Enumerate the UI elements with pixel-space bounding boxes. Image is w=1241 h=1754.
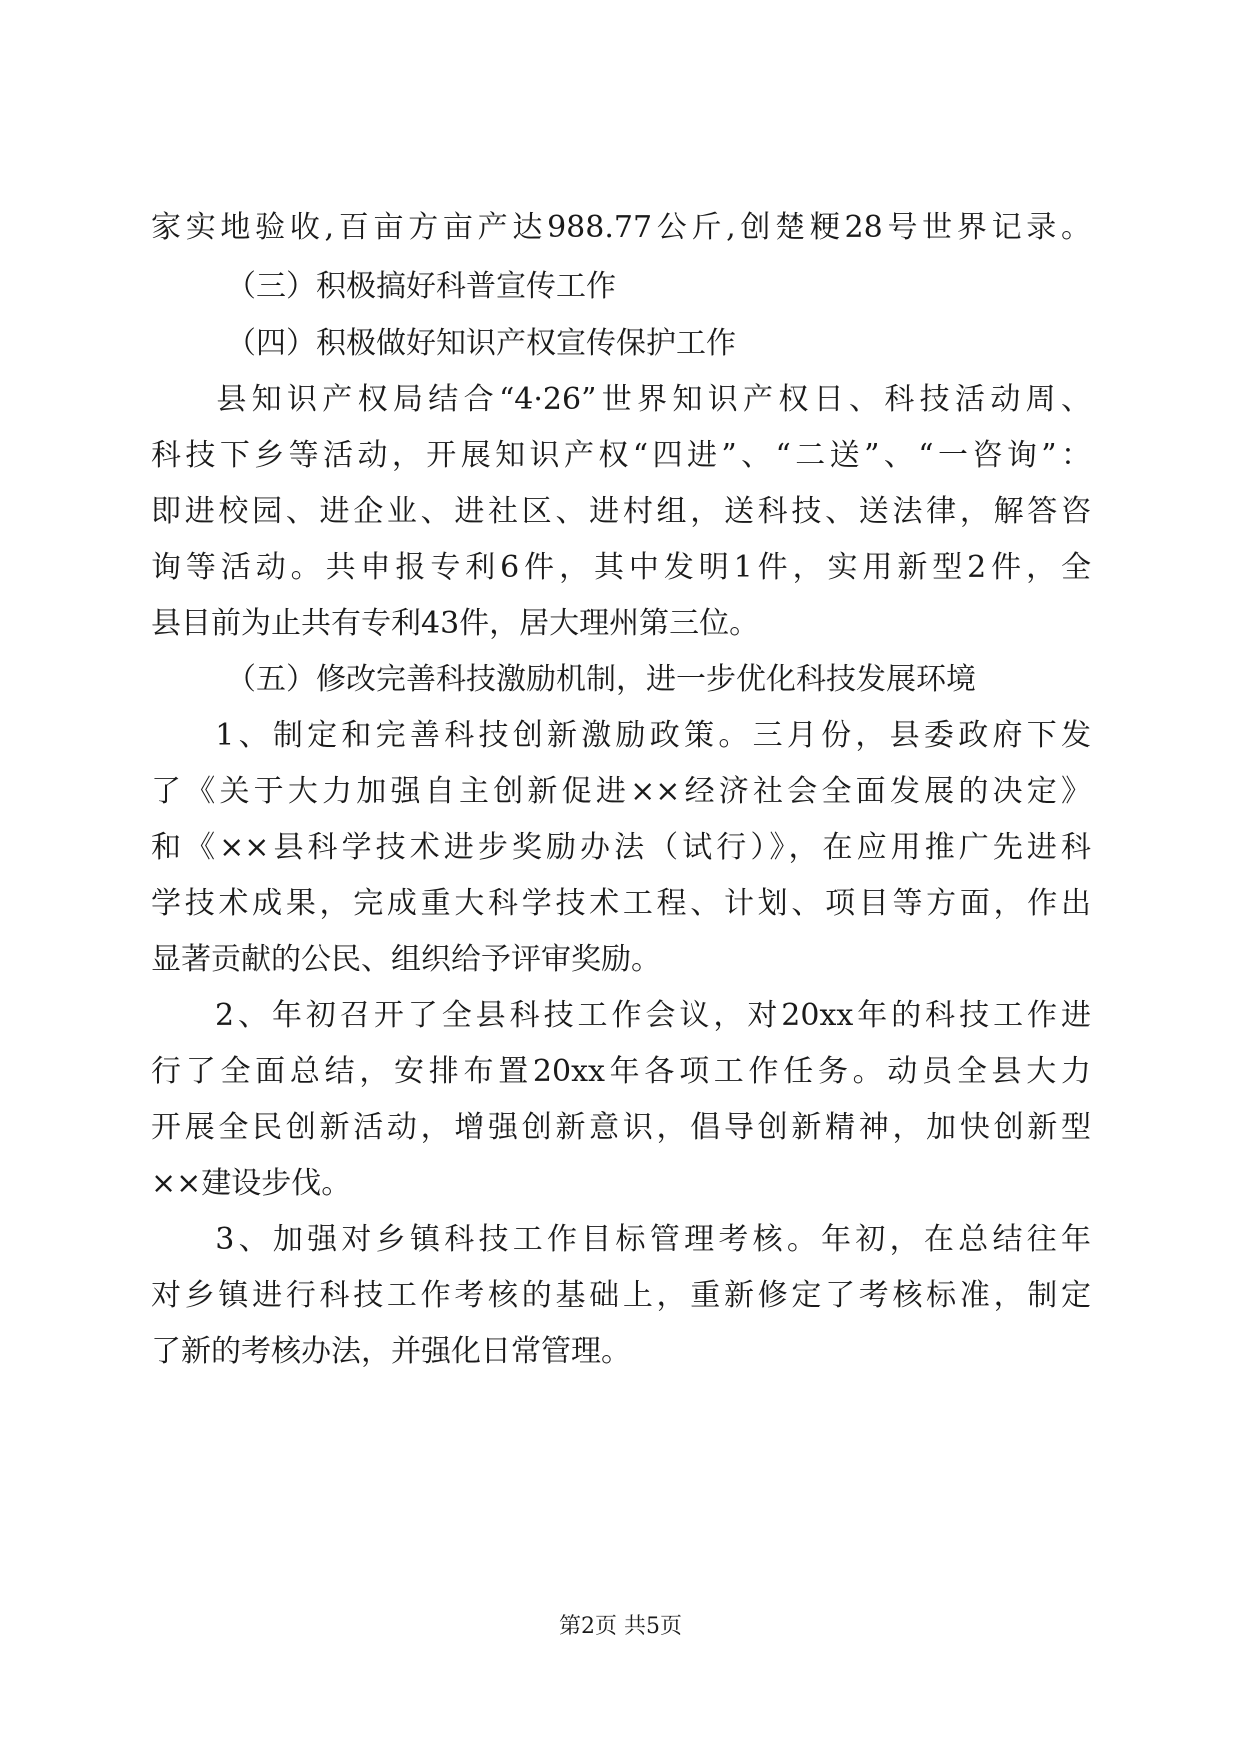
section-heading-5: （五）修改完善科技激励机制，进一步优化科技发展环境 <box>211 662 976 697</box>
paragraph-line: 学技术成果，完成重大科学技术工程、计划、项目等方面，作出 <box>151 886 1091 921</box>
paragraph-line: 县知识产权局结合“4·26”世界知识产权日、科技活动周、 <box>181 382 1091 417</box>
paragraph-line: 1、制定和完善科技创新激励政策。三月份，县委政府下发 <box>181 718 1091 753</box>
paragraph-line: 了新的考核办法，并强化日常管理。 <box>151 1334 631 1369</box>
paragraph-line: 科技下乡等活动，开展知识产权“四进”、“二送”、“一咨询”： <box>151 438 1091 473</box>
paragraph-line: 县目前为止共有专利43件，居大理州第三位。 <box>151 606 760 641</box>
paragraph-line: 询等活动。共申报专利6件，其中发明1件，实用新型2件，全 <box>151 550 1091 585</box>
paragraph-line: 行了全面总结，安排布置20xx年各项工作任务。动员全县大力 <box>151 1054 1091 1089</box>
paragraph-line: 对乡镇进行科技工作考核的基础上，重新修定了考核标准，制定 <box>151 1278 1091 1313</box>
paragraph-line: 开展全民创新活动，增强创新意识，倡导创新精神，加快创新型 <box>151 1110 1091 1145</box>
paragraph-line: 家实地验收,百亩方亩产达988.77公斤,创楚粳28号世界记录。 <box>151 210 1091 245</box>
paragraph-line: 了《关于大力加强自主创新促进××经济社会全面发展的决定》 <box>151 774 1091 809</box>
paragraph-line: 和《××县科学技术进步奖励办法（试行）》，在应用推广先进科 <box>151 830 1091 865</box>
paragraph-line: 即进校园、进企业、进社区、进村组，送科技、送法律，解答咨 <box>151 494 1091 529</box>
paragraph-line: 2、年初召开了全县科技工作会议，对20xx年的科技工作进 <box>181 998 1091 1033</box>
section-heading-3: （三）积极搞好科普宣传工作 <box>211 269 616 304</box>
paragraph-line: ××建设步伐。 <box>151 1166 352 1201</box>
section-heading-4: （四）积极做好知识产权宣传保护工作 <box>211 326 736 361</box>
page-footer: 第2页 共5页 <box>559 1614 682 1639</box>
paragraph-line: 3、加强对乡镇科技工作目标管理考核。年初，在总结往年 <box>181 1222 1091 1257</box>
paragraph-line: 显著贡献的公民、组织给予评审奖励。 <box>151 942 661 977</box>
